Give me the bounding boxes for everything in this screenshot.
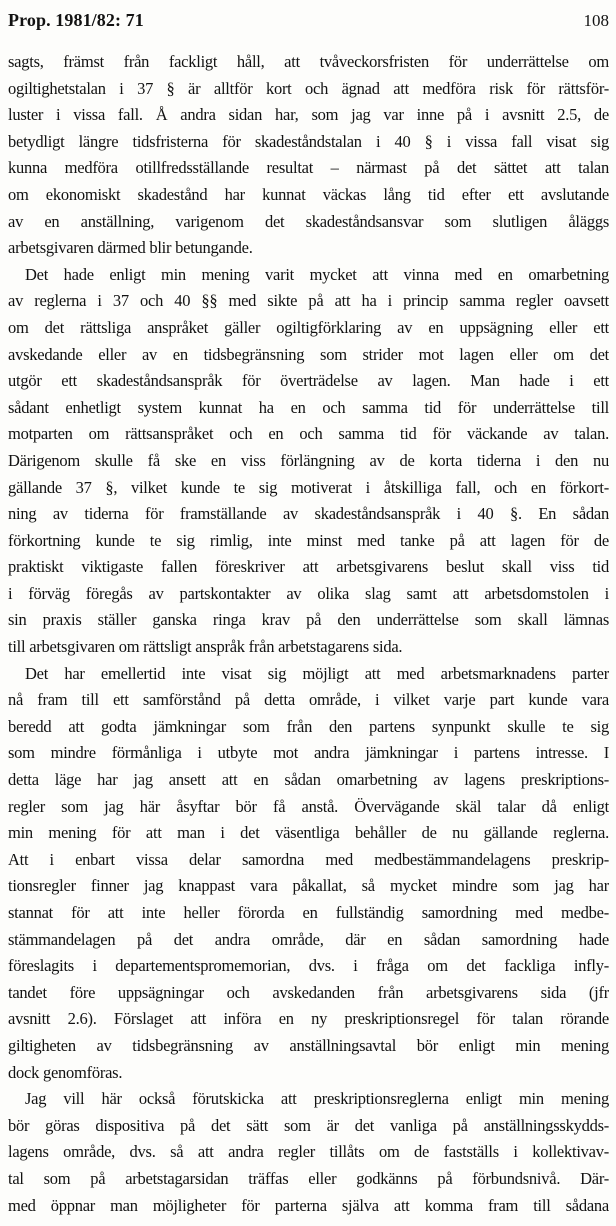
text-line: Det hade enligt min mening varit mycket att vinna med en omarbetning [25, 264, 609, 284]
text-line: sin praxis ställer ganska ringa krav på den underrättelse som skall lämnas [8, 610, 609, 630]
text-line: med öppnar man möjligheter för parterna själva att komma fram till sådana [8, 1195, 609, 1215]
page-number: 108 [583, 11, 609, 30]
text-line: till arbetsgivaren om rättsligt anspråk från arbetstagarens sida. [8, 637, 403, 657]
paragraph [8, 1086, 609, 1219]
text-line: tandet före uppsägningar och avskedanden från arbetsgivarens sida (jfr [8, 982, 609, 1002]
text-line: luster i vissa fall. Å andra sidan har, som jag var inne på i avsnitt 2.5, de [8, 105, 609, 125]
text-line: stämmandelagen på det andra område, där en sådan samordning hade [8, 929, 609, 949]
text-line: utgör ett skadeståndsanspråk för överträdelse av lagen. Man hade i ett [8, 371, 609, 391]
paragraph [8, 262, 609, 661]
text-line: tal som på arbetstagarsidan träffas eller godkänns på förbundsnivå. Där- [8, 1168, 609, 1188]
text-line: kunna medföra otillfredsställande resultat – närmast på det sättet att talan [8, 158, 609, 178]
text-line: praktiskt viktigaste fallen föreskriver att arbetsgivarens beslut skall viss tid [8, 557, 609, 577]
text-line: min mening för att man i det väsentliga behåller de nu gällande reglerna. [8, 823, 609, 843]
text-line: om ekonomiskt skadestånd har kunnat väckas lång tid efter ett avslutande [8, 184, 609, 204]
text-line: ning av tiderna för framställande av skadeståndsanspråk i 40 §. En sådan [8, 504, 609, 524]
text-line: giltigheten av tidsbegränsning av anställningsavtal bör enligt min mening [8, 1035, 609, 1055]
text-line: gällande 37 §, vilket kunde te sig motiverat i åtskilliga fall, och en förkort- [8, 477, 609, 497]
text-line: stannat för att inte heller förorda en fullständig samordning med medbe- [8, 903, 609, 922]
text-line: nå fram till ett samförstånd på detta område, i vilket varje part kunde vara [8, 690, 609, 710]
doc-reference: Prop. 1981/82: 71 [8, 10, 144, 30]
text-line: regler som jag här åsyftar bör få anstå. Övervägande skäl talar då enligt [8, 796, 609, 816]
text-line: avskedande eller av en tidsbegränsning som strider mot lagen eller om det [8, 344, 609, 364]
text-line: betydligt längre tidsfristerna för skadeståndstalan i 40 § i vissa fall visat sig [8, 131, 609, 151]
text-line: av en anställning, varigenom det skadeståndsansvar som slutligen åläggs [8, 211, 609, 231]
text-line: detta läge har jag ansett att en sådan omarbetning av lagens preskriptions- [8, 770, 609, 790]
text-line: sagts, främst från fackligt håll, att tvåveckorsfristen för underrättelse om [8, 52, 609, 71]
text-line: dock genomföras. [8, 1062, 123, 1082]
text-line: föreslagits i departementspromemorian, dvs. i fråga om det fackliga infly- [8, 956, 609, 976]
text-line: Det har emellertid inte visat sig möjligt att med arbetsmarknadens parter [25, 663, 609, 683]
text-line: förkortning kunde te sig rimlig, inte minst med tanke på att lagen för de [8, 530, 609, 550]
text-line: Jag vill här också förutskicka att preskriptionsreglerna enligt min mening [25, 1089, 609, 1109]
body-text [8, 49, 609, 1219]
text-line: Därigenom skulle få ske en viss förlängning av de korta tiderna i den nu [8, 450, 609, 470]
text-line: Att i enbart vissa delar samordna med medbestämmandelagens preskrip- [8, 849, 609, 869]
text-line: i förväg föregås av partskontakter av olika slag samt att arbetsdomstolen i [8, 583, 609, 603]
text-line: motparten om rättsanspråket och en och samma tid för väckande av talan. [8, 424, 609, 444]
page-header [8, 8, 609, 33]
text-line: beredd att godta jämkningar som från den partens synpunkt skulle te sig [8, 716, 609, 736]
text-line: av reglerna i 37 och 40 §§ med sikte på att ha i princip samma regler oavsett [8, 291, 609, 311]
text-line: om det rättsliga anspråket gäller ogiltigförklaring av en uppsägning eller ett [8, 317, 609, 337]
text-line: avsnitt 2.6). Förslaget att införa en ny preskriptionsregel för talan rörande [8, 1009, 609, 1029]
text-line: tionsregler finner jag knappast vara påkallat, så mycket mindre som jag har [8, 876, 609, 896]
text-line: lagens område, dvs. så att andra regler tillåts om de fastställs i kollektivav- [8, 1142, 609, 1162]
text-line: ogiltighetstalan i 37 § är alltför kort och ägnad att medföra risk för rättsför- [8, 78, 609, 98]
text-line: som mindre förmånliga i utbyte mot andra jämkningar i partens intresse. I [8, 743, 609, 763]
text-line: sådant enhetligt system kunnat ha en och samma tid för underrättelse till [8, 397, 609, 417]
paragraph [8, 49, 609, 262]
text-line: bör göras dispositiva på det sätt som är det vanliga på anställningsskydds- [8, 1115, 609, 1135]
text-line: arbetsgivaren därmed blir betungande. [8, 238, 253, 258]
paragraph [8, 661, 609, 1087]
